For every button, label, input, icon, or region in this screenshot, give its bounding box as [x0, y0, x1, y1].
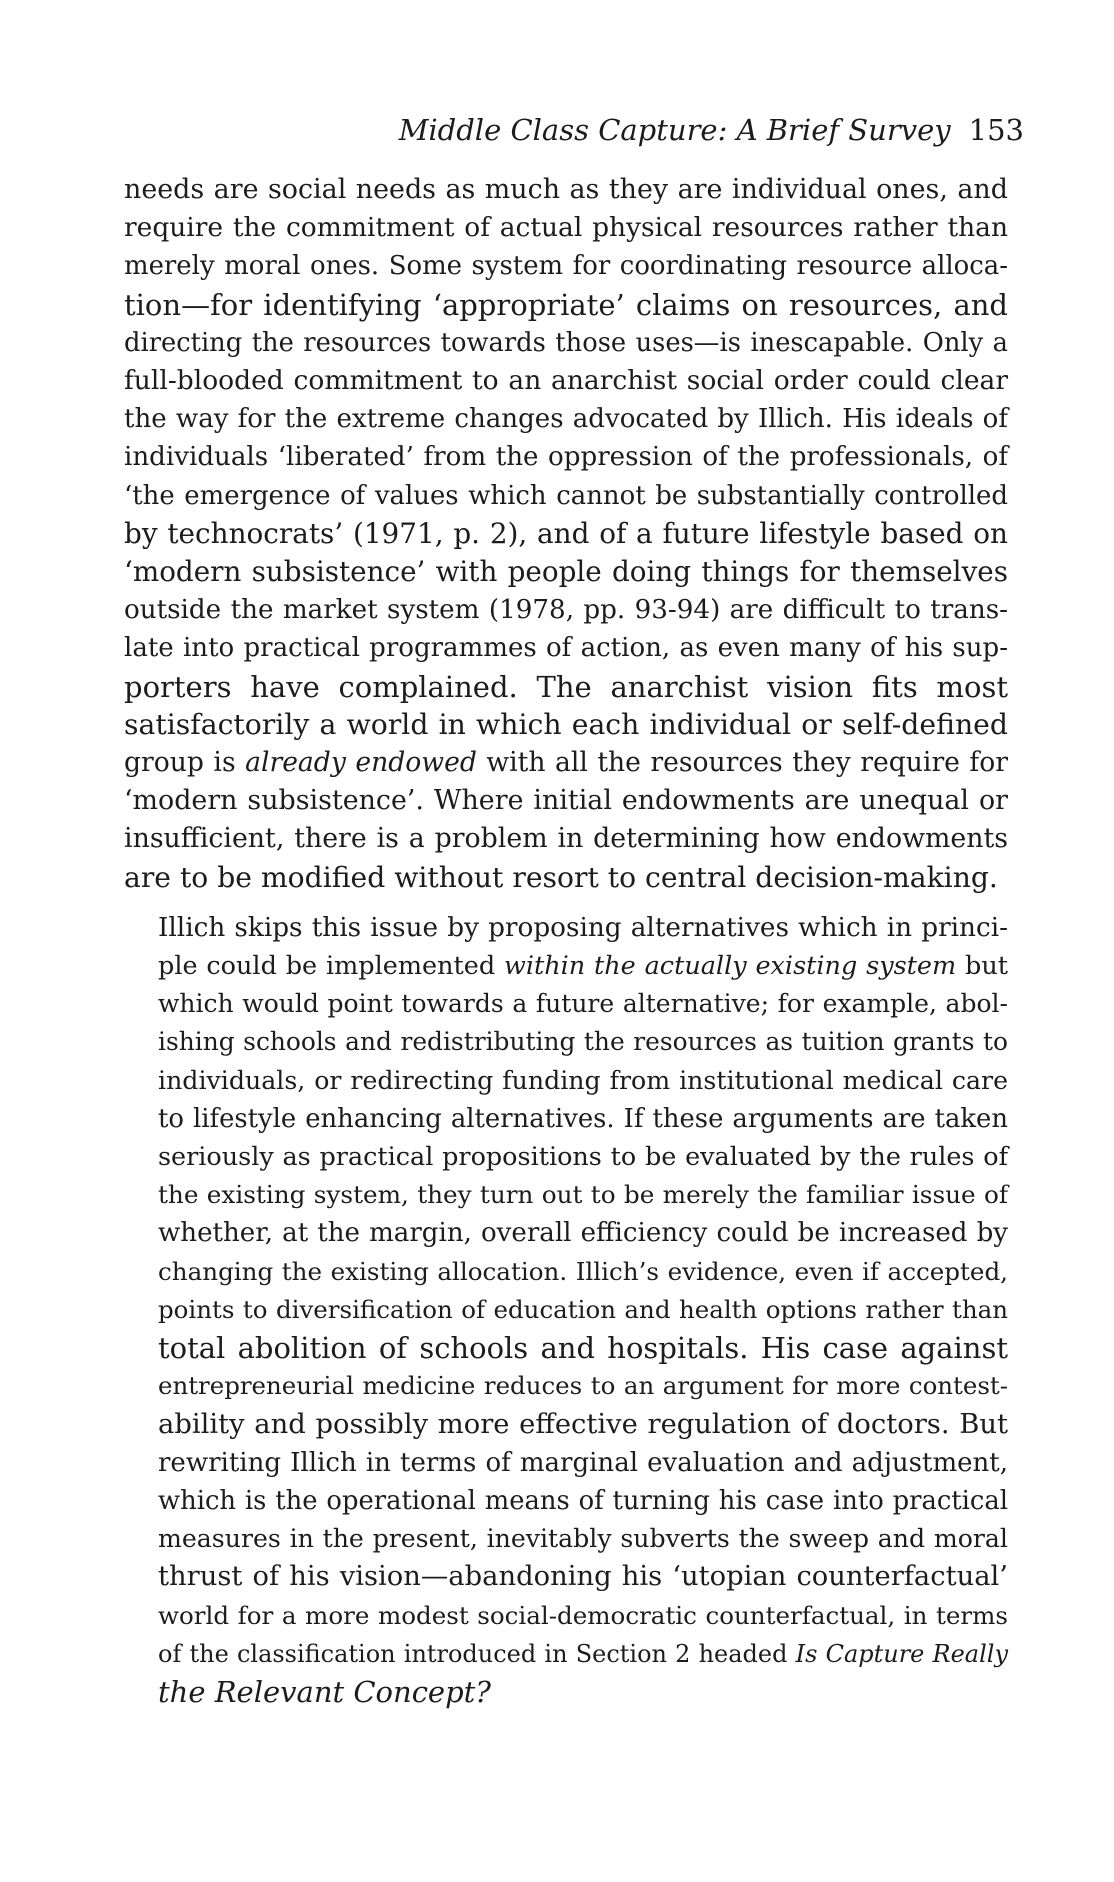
text-line: outside the market system (1978, pp. 93-94) are difficult to trans- — [124, 595, 1008, 626]
text-line: insufficient, there is a problem in determining how endowments — [124, 823, 1008, 855]
italic-emphasis: Is Capture Really — [795, 1639, 1008, 1668]
text-line: Illich skips this issue by proposing alternatives which in princi- — [158, 912, 1008, 943]
text-line: merely moral ones. Some system for coordinating resource alloca- — [124, 251, 1008, 282]
text-line: require the commitment of actual physical resources rather than — [124, 212, 1008, 244]
running-head — [124, 110, 1024, 150]
text-line-with-italic — [124, 1635, 1008, 1673]
text-line: ‘the emergence of values which cannot be substantially controlled — [124, 480, 1008, 511]
text-line — [124, 782, 1008, 820]
text-line-with-italic — [124, 744, 1008, 782]
text-line: points to diversification of education and health options rather than — [158, 1294, 1008, 1324]
text-line: porters have complained. The anarchist vision fits most — [124, 669, 1008, 704]
text-line: tion—for identifying ‘appropriate’ claims on resources, and — [124, 287, 1008, 322]
text-line: whether, at the margin, overall efficiency could be increased by — [158, 1218, 1008, 1249]
page-number: 153 — [968, 113, 1024, 147]
text-line: world for a more modest social-democratic counterfactual, in terms — [158, 1600, 1008, 1630]
text-run: modern subsistence’. Where initial endowments are unequal or — [132, 785, 1008, 817]
text-run: ‘ — [124, 785, 133, 817]
text-run: but — [956, 951, 1008, 982]
text-line: to lifestyle enhancing alternatives. If these arguments are taken — [158, 1103, 1008, 1134]
text-line: the way for the extreme changes advocated by Illich. His ideals of — [124, 404, 1008, 435]
text-line — [124, 1673, 1008, 1711]
text-line: ‘modern subsistence’ with people doing things for themselves — [124, 555, 1008, 589]
text-run: ple could be implemented — [158, 951, 504, 982]
text-line: rewriting Illich in terms of marginal evaluation and adjustment, — [158, 1447, 1008, 1478]
text-run: of the classification introduced in Section 2 headed — [158, 1639, 796, 1668]
paragraph-1 — [124, 171, 1008, 897]
text-line: directing the resources towards those uses—is inescapable. Only a — [124, 327, 1008, 358]
text-line: measures in the present, inevitably subverts the sweep and moral — [158, 1524, 1008, 1554]
text-line: changing the existing allocation. Illich’s evidence, even if accepted, — [158, 1256, 1008, 1286]
text-line: which would point towards a future alternative; for example, abol- — [158, 989, 1008, 1019]
text-line: total abolition of schools and hospitals. His case against — [158, 1331, 1008, 1366]
paragraph-2 — [124, 909, 1008, 1711]
text-line: by technocrats’ (1971, p. 2), and of a future lifestyle based on — [124, 516, 1008, 550]
text-line: are to be modified without resort to central decision-making. — [124, 860, 998, 894]
italic-emphasis: already endowed — [245, 747, 477, 779]
text-line-with-italic — [124, 947, 1008, 985]
italic-emphasis: within the actually existing system — [504, 951, 957, 982]
italic-emphasis: the Relevant Concept? — [158, 1674, 491, 1709]
text-line: ability and possibly more effective regulation of doctors. But — [158, 1408, 1008, 1440]
text-line: thrust of his vision—abandoning his ‘utopian counterfactual’ — [158, 1561, 1008, 1593]
text-line: individuals, or redirecting funding from institutional medical care — [158, 1065, 1008, 1095]
text-line: entrepreneurial medicine reduces to an argument for more contest- — [158, 1371, 1008, 1401]
text-line: the existing system, they turn out to be merely the familiar issue of — [158, 1180, 1008, 1210]
text-line: ishing schools and redistributing the resources as tuition grants to — [158, 1027, 1008, 1057]
running-head-title: Middle Class Capture: A Brief Survey — [398, 113, 951, 147]
body-text — [124, 171, 1008, 1711]
text-run: group is — [124, 747, 246, 779]
text-line: needs are social needs as much as they are individual ones, and — [124, 174, 1008, 205]
text-line: full-blooded commitment to an anarchist social order could clear — [124, 365, 1008, 397]
text-line: individuals ‘liberated’ from the oppression of the professionals, of — [124, 442, 1008, 473]
text-run: with all the resources they require for — [476, 747, 1008, 779]
text-line: late into practical programmes of action, as even many of his sup- — [124, 633, 1008, 664]
text-line: which is the operational means of turning his case into practical — [158, 1485, 1008, 1516]
text-line: satisfactorily a world in which each individual or self-defined — [124, 707, 1008, 741]
text-line: seriously as practical propositions to be evaluated by the rules of — [158, 1142, 1008, 1173]
